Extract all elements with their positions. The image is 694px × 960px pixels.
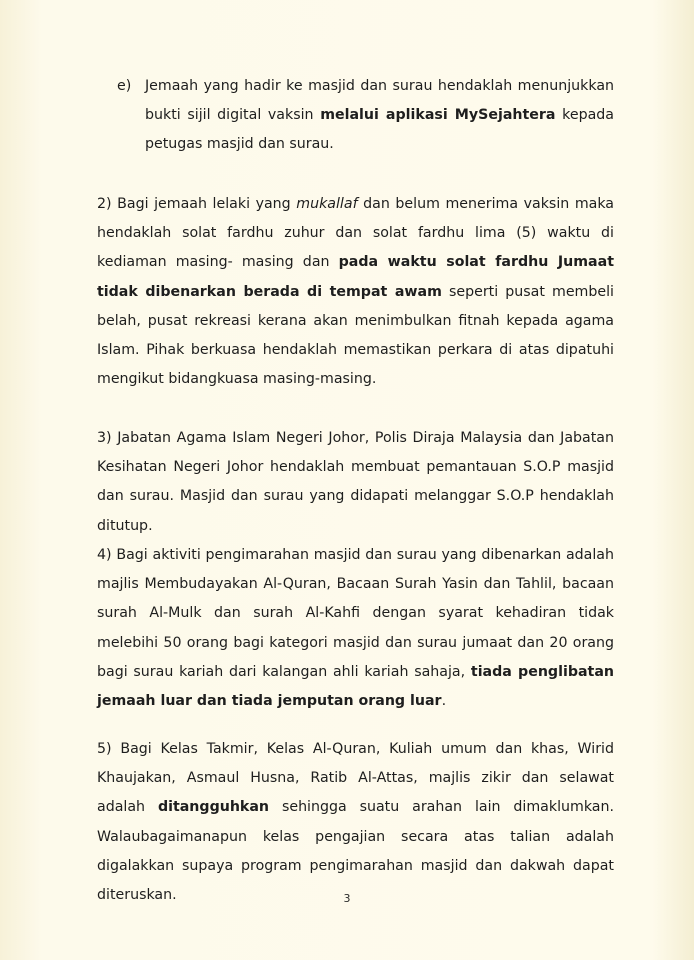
item-4-text-2: . (441, 693, 447, 710)
item-2-bold-1: pada waktu solat fardhu Jumaat tidak dibenarkan berada di tempat awam (97, 254, 614, 300)
item-2-italic-1: mukallaf (296, 196, 358, 212)
paragraph-item-3 (97, 424, 614, 541)
item-e-text-2: kepada petugas masjid dan surau. (145, 107, 614, 153)
paragraph-item-2 (97, 190, 614, 394)
item-4-text-1: 4) Bagi aktiviti pengimarahan masjid dan surau yang dibenarkan adalah majlis Membudayakan Al-Quran, Bacaan Surah Yasin dan Tahlil, bacaan surah Al-Mulk dan surah Al-Kahfi dengan syarat kehadiran tidak melebihi 50 orang bagi kategori masjid dan surau jumaat dan 20 orang bagi surau kariah dari kalangan ahli kariah sahaja, (97, 547, 614, 680)
paragraph-item-e (117, 72, 614, 160)
item-e-body (117, 72, 614, 160)
item-5-text-1: 5) Bagi Kelas Takmir, Kelas Al-Quran, Kuliah umum dan khas, Wirid Khaujakan, Asmaul Husna, Ratib Al-Attas, majlis zikir dan selawat adalah (97, 741, 614, 816)
paragraph-item-5 (97, 735, 614, 910)
item-2-text-2: dan belum menerima vaksin maka hendaklah solat fardhu zuhur dan solat fardhu lima (5) waktu di kediaman masing- masing dan (97, 196, 614, 271)
page-number: 3 (343, 892, 351, 905)
item-e-bold-1: melalui aplikasi MySejahtera (320, 107, 556, 124)
item-2-text-3: seperti pusat membeli belah, pusat rekreasi kerana akan menimbulkan fitnah kepada agama Islam. Pihak berkuasa hendaklah memastikan perkara di atas dipatuhi mengikut bidangkuasa masing-masing. (97, 283, 614, 388)
item-5-bold-1: ditangguhkan (157, 799, 270, 816)
item-e-text-1: Jemaah yang hadir ke masjid dan surau hendaklah menunjukkan bukti sijil digital vaksin (145, 78, 614, 124)
item-e-marker: e) (117, 78, 132, 94)
item-4-bold-1: tiada penglibatan jemaah luar dan tiada jemputan orang luar (97, 663, 615, 710)
item-5-text-2: sehingga suatu arahan lain dimaklumkan. Walaubagaimanapun kelas pengajian secara atas talian adalah digalakkan supaya program pengimarahan masjid dan dakwah dapat diteruskan. (97, 799, 615, 904)
paragraph-item-4 (97, 541, 614, 716)
item-2-text-1: 2) Bagi jemaah lelaki yang (97, 196, 297, 212)
item-3-text-1: 3) Jabatan Agama Islam Negeri Johor, Polis Diraja Malaysia dan Jabatan Kesihatan Negeri Johor hendaklah membuat pemantauan S.O.P masjid dan surau. Masjid dan surau yang didapati melanggar S.O.P hendaklah ditutup. (97, 430, 614, 534)
